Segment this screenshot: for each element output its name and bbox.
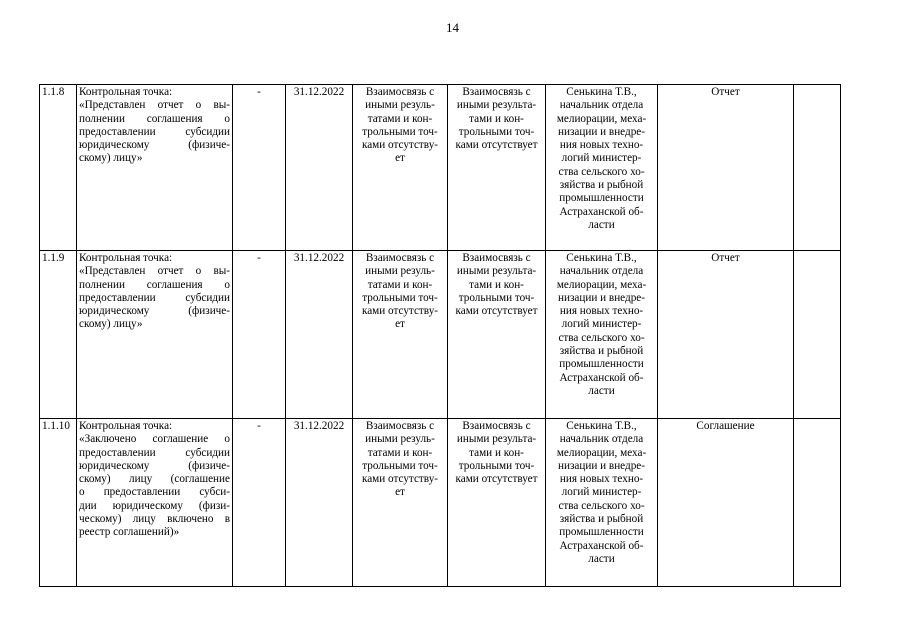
cell-text-line: ками отсутству- bbox=[361, 305, 439, 318]
cell-text-line: ласти bbox=[588, 552, 615, 565]
cell-text-line: иными результа- bbox=[456, 265, 537, 278]
cell-text-line: тами и кон- bbox=[469, 278, 524, 291]
cell-text-line: мелиорации, меха- bbox=[556, 278, 647, 291]
empty-cell bbox=[794, 419, 841, 587]
cell-text-line: татами и кон- bbox=[367, 112, 433, 125]
cell-text-line: промышленности bbox=[559, 192, 644, 205]
responsible-cell bbox=[546, 419, 658, 587]
deviation-cell bbox=[233, 419, 286, 587]
cell-text-line: начальник отдела bbox=[559, 265, 644, 278]
cell-text-line: Взаимосвязь с bbox=[462, 420, 531, 432]
cell-text-line: иными результа- bbox=[456, 99, 537, 112]
cell-text-line: ками отсутству- bbox=[361, 139, 439, 152]
table-row bbox=[40, 419, 841, 587]
cell-text-line: трольными точ- bbox=[362, 125, 438, 138]
date-value: 31.12.2022 bbox=[293, 86, 345, 98]
document-type-cell bbox=[658, 419, 794, 587]
cell-text-line: ласти bbox=[588, 218, 615, 231]
cell-text-line: Взаимосвязь с bbox=[365, 420, 435, 432]
document-type-cell bbox=[658, 251, 794, 419]
date-cell bbox=[286, 85, 353, 251]
cell-text-line: Астраханской об- bbox=[559, 205, 644, 218]
cell-text-line: ет bbox=[395, 318, 405, 331]
cell-text-line: иными резуль- bbox=[365, 265, 435, 278]
cell-text-line: Контрольная точка: bbox=[79, 420, 173, 432]
cell-text-line: реестр соглашений)» bbox=[79, 526, 180, 539]
cell-text-line: промышленности bbox=[559, 526, 644, 539]
previous-relation-cell bbox=[353, 419, 448, 587]
cell-text-line: Сенькина Т.В., bbox=[566, 420, 637, 432]
cell-text-line: «Представлен отчет о вы- bbox=[79, 99, 230, 112]
cell-text-line: «Заключено соглашение о bbox=[79, 433, 230, 446]
document-type: Соглашение bbox=[696, 420, 755, 432]
cell-text-line: Астраханской об- bbox=[559, 539, 644, 552]
cell-text-line: ства сельского хо- bbox=[558, 331, 645, 344]
cell-text-line: юридическому (физиче- bbox=[79, 459, 230, 472]
control-point-name-cell bbox=[77, 85, 233, 251]
cell-text-line: ками отсутству- bbox=[361, 473, 439, 486]
deviation-cell bbox=[233, 251, 286, 419]
cell-text-line: Сенькина Т.В., bbox=[566, 86, 637, 98]
cell-text-line: скому) лицу» bbox=[79, 152, 143, 165]
date-value: 31.12.2022 bbox=[293, 420, 345, 432]
cell-text-line: предоставлении субсидии bbox=[79, 291, 230, 304]
cell-text-line: трольными точ- bbox=[362, 459, 438, 472]
row-number-cell bbox=[40, 251, 77, 419]
cell-text-line: Взаимосвязь с bbox=[365, 252, 435, 264]
cell-text-line: тами и кон- bbox=[469, 112, 524, 125]
row-number-cell bbox=[40, 419, 77, 587]
cell-text-line: низации и внедре- bbox=[558, 125, 645, 138]
responsible-cell bbox=[546, 251, 658, 419]
empty-cell bbox=[794, 251, 841, 419]
document-type: Отчет bbox=[711, 86, 740, 98]
control-point-name-cell bbox=[77, 419, 233, 587]
row-number: 1.1.8 bbox=[42, 86, 65, 98]
row-number: 1.1.9 bbox=[42, 252, 65, 264]
control-point-name-cell bbox=[77, 251, 233, 419]
cell-text-line: трольными точ- bbox=[458, 125, 535, 138]
cell-text-line: трольными точ- bbox=[458, 291, 535, 304]
cell-text-line: мелиорации, меха- bbox=[556, 446, 647, 459]
cell-text-line: начальник отдела bbox=[559, 433, 644, 446]
cell-text-line: юридическому (физиче- bbox=[79, 305, 230, 318]
cell-text-line: зяйства и рыбной bbox=[559, 513, 644, 526]
cell-text-line: Взаимосвязь с bbox=[462, 252, 531, 264]
cell-text-line: татами и кон- bbox=[367, 446, 433, 459]
cell-text-line: низации и внедре- bbox=[558, 291, 645, 304]
cell-text-line: предоставлении субсидии bbox=[79, 446, 230, 459]
cell-text-line: полнении соглашения о bbox=[79, 278, 230, 291]
cell-text-line: о предоставлении субси- bbox=[79, 486, 230, 499]
row-number-cell bbox=[40, 85, 77, 251]
date-value: 31.12.2022 bbox=[293, 252, 345, 264]
document-type: Отчет bbox=[711, 252, 740, 264]
cell-text-line: Контрольная точка: bbox=[79, 252, 173, 264]
cell-text-line: ства сельского хо- bbox=[558, 165, 645, 178]
cell-text-line: Взаимосвязь с bbox=[365, 86, 435, 98]
cell-text-line: трольными точ- bbox=[458, 459, 535, 472]
empty-cell bbox=[794, 85, 841, 251]
cell-text-line: скому) лицу» bbox=[79, 318, 143, 331]
cell-text-line: ет bbox=[395, 152, 405, 165]
cell-text-line: мелиорации, меха- bbox=[556, 112, 647, 125]
cell-text-line: зяйства и рыбной bbox=[559, 179, 644, 192]
cell-text-line: ками отсутствует bbox=[455, 139, 538, 152]
cell-text-line: начальник отдела bbox=[559, 99, 644, 112]
deviation-cell bbox=[233, 85, 286, 251]
cell-text-line: зяйства и рыбной bbox=[559, 345, 644, 358]
document-type-cell bbox=[658, 85, 794, 251]
cell-text-line: низации и внедре- bbox=[558, 459, 645, 472]
page-number: 14 bbox=[446, 20, 459, 35]
control-points-table bbox=[39, 84, 841, 587]
cell-text-line: ет bbox=[395, 486, 405, 499]
date-cell bbox=[286, 419, 353, 587]
cell-text-line: предоставлении субсидии bbox=[79, 125, 230, 138]
deviation-value: - bbox=[257, 86, 261, 98]
cell-text-line: Сенькина Т.В., bbox=[566, 252, 637, 264]
cell-text-line: скому) лицу (соглашение bbox=[79, 473, 230, 486]
row-number: 1.1.10 bbox=[42, 420, 70, 432]
cell-text-line: юридическому (физиче- bbox=[79, 139, 230, 152]
cell-text-line: Астраханской об- bbox=[559, 371, 644, 384]
cell-text-line: трольными точ- bbox=[362, 291, 438, 304]
cell-text-line: полнении соглашения о bbox=[79, 112, 230, 125]
cell-text-line: тами и кон- bbox=[469, 446, 524, 459]
cell-text-line: ния новых техно- bbox=[559, 473, 644, 486]
table-row bbox=[40, 85, 841, 251]
next-relation-cell bbox=[448, 251, 546, 419]
cell-text-line: дии юридическому (физи- bbox=[79, 499, 230, 512]
cell-text-line: Взаимосвязь с bbox=[462, 86, 531, 98]
cell-text-line: иными резуль- bbox=[365, 99, 435, 112]
cell-text-line: иными результа- bbox=[456, 433, 537, 446]
cell-text-line: ками отсутствует bbox=[455, 473, 538, 486]
cell-text-line: ства сельского хо- bbox=[558, 499, 645, 512]
responsible-cell bbox=[546, 85, 658, 251]
previous-relation-cell bbox=[353, 85, 448, 251]
previous-relation-cell bbox=[353, 251, 448, 419]
cell-text-line: ния новых техно- bbox=[559, 139, 644, 152]
cell-text-line: промышленности bbox=[559, 358, 644, 371]
deviation-value: - bbox=[257, 252, 261, 264]
cell-text-line: логий министер- bbox=[561, 486, 642, 499]
cell-text-line: ками отсутствует bbox=[455, 305, 538, 318]
cell-text-line: татами и кон- bbox=[367, 278, 433, 291]
cell-text-line: ласти bbox=[588, 384, 615, 397]
cell-text-line: логий министер- bbox=[561, 318, 642, 331]
next-relation-cell bbox=[448, 85, 546, 251]
deviation-value: - bbox=[257, 420, 261, 432]
cell-text-line: логий министер- bbox=[561, 152, 642, 165]
date-cell bbox=[286, 251, 353, 419]
cell-text-line: Контрольная точка: bbox=[79, 86, 173, 98]
next-relation-cell bbox=[448, 419, 546, 587]
cell-text-line: ческому) лицу включено в bbox=[79, 513, 230, 526]
cell-text-line: «Представлен отчет о вы- bbox=[79, 265, 230, 278]
table-row bbox=[40, 251, 841, 419]
cell-text-line: иными резуль- bbox=[365, 433, 435, 446]
cell-text-line: ния новых техно- bbox=[559, 305, 644, 318]
